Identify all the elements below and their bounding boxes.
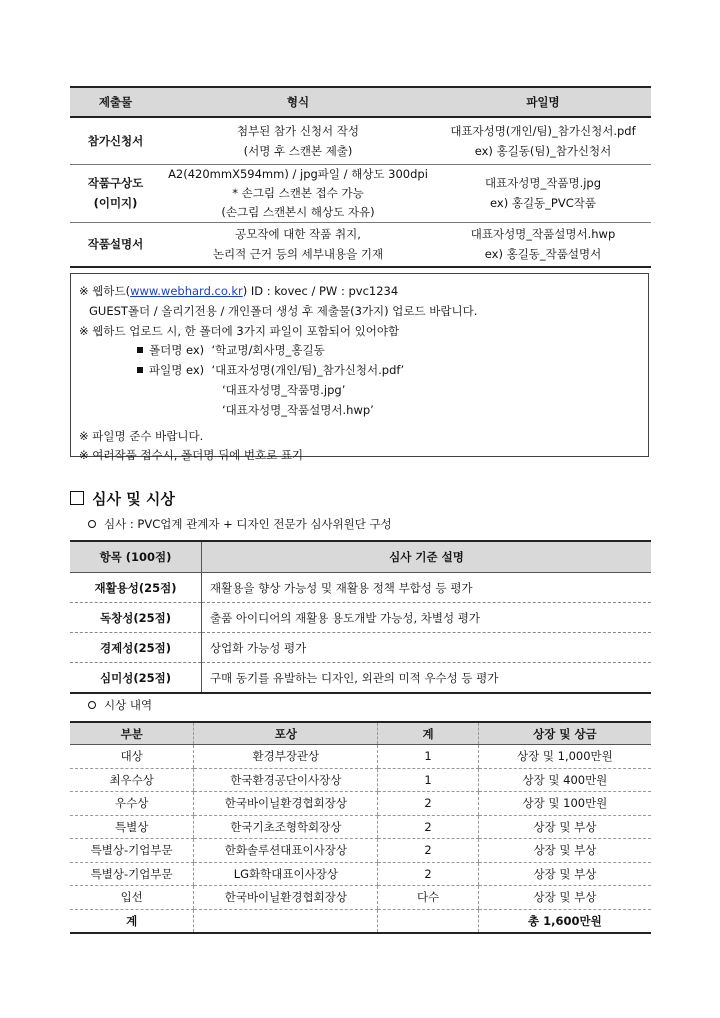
file-value: ‘대표자성명_작품명.jpg’: [222, 382, 346, 397]
submission-item: [70, 222, 161, 267]
submission-format: [161, 222, 435, 267]
award-count: 1: [378, 768, 478, 792]
award-name: 한화솔루션대표이사장상: [194, 839, 378, 863]
square-bullet-icon: [137, 347, 143, 353]
cell-line: ex) 홍길동(팀)_참가신청서: [474, 143, 612, 158]
guest-folder-line: GUEST폴더 / 올리기전용 / 개인폴더 생성 후 제출물(3가지) 업로드 바랍니다.: [89, 303, 478, 318]
table-row: [70, 886, 651, 910]
cell-line: 첨부된 참가 신청서 작성: [236, 123, 360, 138]
table-header-row: [70, 541, 651, 573]
submission-filename: [435, 117, 651, 164]
circle-bullet-icon: [88, 520, 96, 528]
table-row: [70, 745, 651, 769]
header-cell: 제출물: [70, 87, 161, 117]
table-row: [70, 222, 651, 267]
folder-value: ‘학교명/회사명_홍길동: [211, 343, 325, 358]
cell-line: 대표자성명(개인/팀)_참가신청서.pdf: [450, 123, 636, 138]
award-count: 2: [378, 862, 478, 886]
criteria-desc: 재활용을 향상 가능성 및 재활용 정책 부합성 등 평가: [202, 573, 652, 603]
header-cell: 항목 (100점): [70, 541, 202, 573]
award-category: 입선: [70, 886, 194, 910]
award-category: 대상: [70, 745, 194, 769]
award-category: 우수상: [70, 792, 194, 816]
judging-panel-line: [88, 516, 392, 532]
table-row: [70, 815, 651, 839]
submission-table: [70, 86, 651, 268]
judging-panel-text: 심사 : PVC업계 관계자 + 디자인 전문가 심사위원단 구성: [104, 517, 392, 531]
table-row: [70, 117, 651, 164]
table-row: [70, 573, 651, 603]
cell-line: 대표자성명_작품명.jpg: [484, 176, 602, 190]
header-cell: 파일명: [435, 87, 651, 117]
award-prize: 상장 및 부상: [478, 839, 651, 863]
awards-table: [70, 721, 651, 934]
criteria-table: [70, 540, 651, 694]
filename-rule: ※ 파일명 준수 바랍니다.: [79, 428, 204, 443]
cell-line: 논리적 근거 등의 세부내용을 기재: [212, 247, 384, 262]
cell-line: ex) 홍길동_PVC작품: [490, 196, 596, 210]
cell-line: 공모작에 대한 작품 취지,: [235, 227, 361, 242]
award-prize: 상장 및 1,000만원: [478, 745, 651, 769]
table-row: [70, 768, 651, 792]
circle-bullet-icon: [88, 701, 96, 709]
file-label: 파일명 ex): [149, 363, 205, 378]
awards-heading-line: [88, 697, 152, 713]
award-count: 2: [378, 815, 478, 839]
cell-text: 작품설명서: [87, 237, 144, 252]
header-cell: 포상: [194, 722, 378, 745]
webhard-prefix: ※ 웹하드(: [79, 284, 131, 298]
criteria-desc: 출품 아이디어의 재활용 용도개발 가능성, 차별성 평가: [202, 603, 652, 633]
award-prize: 상장 및 100만원: [478, 792, 651, 816]
upload-rule-line: ※ 웹하드 업로드 시, 한 폴더에 3가지 파일이 포함되어 있어야함: [79, 323, 400, 338]
section-title-text: 심사 및 시상: [92, 490, 175, 508]
header-cell: 형식: [161, 87, 435, 117]
award-name: 한국바이닐환경협회장상: [194, 792, 378, 816]
award-count: 2: [378, 792, 478, 816]
cell-line: (서명 후 스캔본 제출): [243, 143, 353, 158]
award-category: 특별상-기업부문: [70, 862, 194, 886]
table-header-row: [70, 722, 651, 745]
award-count: 2: [378, 839, 478, 863]
cell-line: A2(420mmX594mm) / jpg파일 / 해상도 300dpi: [168, 166, 428, 181]
cell-line: 대표자성명_작품설명서.hwp: [470, 227, 616, 242]
header-cell: 계: [378, 722, 478, 745]
cell-text: 참가신청서: [87, 133, 144, 148]
criteria-item: 재활용성(25점): [70, 573, 202, 603]
award-category: 계: [70, 909, 194, 933]
cell-line: (이미지): [93, 196, 138, 210]
table-row: [70, 164, 651, 222]
award-count: 다수: [378, 886, 478, 910]
checkbox-square-icon: [70, 491, 84, 505]
webhard-credentials: ) ID : kovec / PW : pvc1234: [242, 284, 399, 298]
award-prize: 상장 및 400만원: [478, 768, 651, 792]
header-cell: 부분: [70, 722, 194, 745]
section-title: [70, 488, 175, 509]
folder-example: [79, 341, 648, 361]
award-name: 환경부장관상: [194, 745, 378, 769]
table-row: [70, 663, 651, 694]
submission-filename: [435, 222, 651, 267]
table-row: [70, 792, 651, 816]
header-cell: 상장 및 상금: [478, 722, 651, 745]
notice-box: [70, 273, 649, 463]
award-name: 한국기초조형학회장상: [194, 815, 378, 839]
table-row: [70, 603, 651, 633]
award-category: 특별상-기업부문: [70, 839, 194, 863]
table-row: [70, 862, 651, 886]
award-name: 한국바이닐환경협회장상: [194, 886, 378, 910]
award-name: [194, 909, 378, 933]
file-value: ‘대표자성명_작품설명서.hwp’: [222, 402, 374, 417]
submission-format: [161, 117, 435, 164]
cell-line: 작품구상도: [87, 176, 144, 190]
criteria-item: 심미성(25점): [70, 663, 202, 694]
cell-line: ex) 홍길동_작품설명서: [484, 247, 602, 262]
table-row: [70, 839, 651, 863]
award-prize: 총 1,600만원: [478, 909, 651, 933]
webhard-link[interactable]: www.webhard.co.kr: [130, 284, 243, 298]
criteria-desc: 구매 동기를 유발하는 디자인, 외관의 미적 우수성 등 평가: [202, 663, 652, 694]
award-prize: 상장 및 부상: [478, 862, 651, 886]
header-cell: 심사 기준 설명: [202, 541, 652, 573]
table-total-row: [70, 909, 651, 933]
award-category: 특별상: [70, 815, 194, 839]
cell-line: (손그림 스캔본시 해상도 자유): [221, 204, 375, 219]
submission-item: [70, 117, 161, 164]
folder-label: 폴더명 ex): [149, 343, 205, 358]
file-example: [79, 361, 648, 381]
award-name: LG화학대표이사장상: [194, 862, 378, 886]
submission-format: [161, 164, 435, 222]
criteria-item: 독창성(25점): [70, 603, 202, 633]
award-prize: 상장 및 부상: [478, 815, 651, 839]
webhard-line: [79, 282, 648, 302]
submission-item: [70, 164, 161, 222]
table-row: [70, 633, 651, 663]
award-count: 1: [378, 745, 478, 769]
file-value: ‘대표자성명(개인/팀)_참가신청서.pdf’: [211, 363, 405, 378]
award-name: 한국환경공단이사장상: [194, 768, 378, 792]
submission-filename: [435, 164, 651, 222]
criteria-item: 경제성(25점): [70, 633, 202, 663]
award-category: 최우수상: [70, 768, 194, 792]
award-count: [378, 909, 478, 933]
multi-entry-rule: ※ 여러작품 접수시, 폴더명 뒤에 번호로 표기: [79, 448, 304, 463]
criteria-desc: 상업화 가능성 평가: [202, 633, 652, 663]
table-header-row: [70, 87, 651, 117]
square-bullet-icon: [137, 367, 143, 373]
awards-heading-text: 시상 내역: [104, 698, 153, 712]
cell-line: * 손그림 스캔본 접수 가능: [232, 185, 364, 200]
award-prize: 상장 및 부상: [478, 886, 651, 910]
